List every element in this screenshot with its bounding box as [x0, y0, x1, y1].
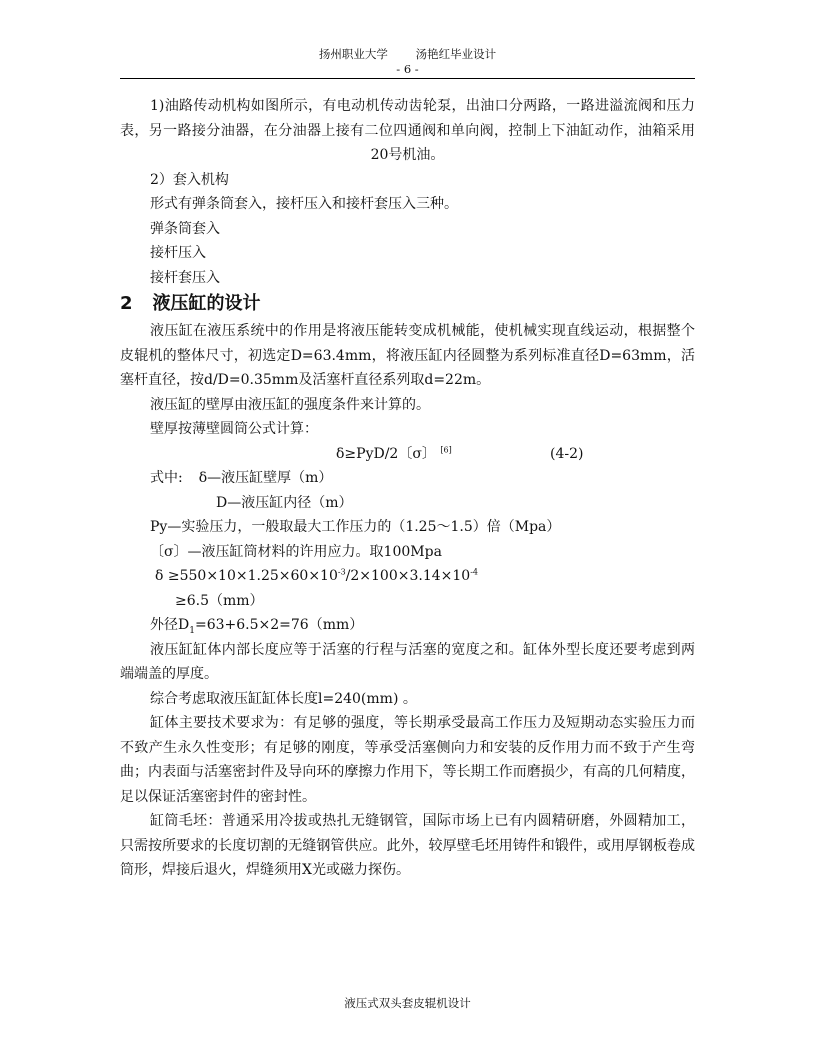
- paragraph-wall-thickness: 液压缸的壁厚由液压缸的强度条件来计算的。: [150, 396, 430, 413]
- outer-diameter: 外径$D_1=63+6.5\times 2=76(mm)$: [150, 617, 364, 636]
- list-item-spring-sleeve: 弹条筒套入: [150, 220, 220, 237]
- list-item-rod-press: 接杆压入: [150, 245, 206, 261]
- equation-expression: δ≥PyD/2〔σ〕 [6]: [336, 444, 452, 462]
- definition-lead: 式中:: [150, 470, 183, 486]
- section-number: 2: [120, 293, 133, 314]
- paragraph-cylinder-length: 液压缸缸体内部长度应等于活塞的行程与活塞的宽度之和。缸体外型长度还要考虑到两端端盖的厚度。: [120, 641, 695, 682]
- definition-sigma: 〔σ〕—液压缸筒材料的许用应力。取100Mpa: [150, 543, 442, 560]
- page-body: [120, 94, 695, 883]
- header-rule: [120, 78, 695, 79]
- definition-delta: 式中: δ—液压缸壁厚（m）: [150, 470, 333, 486]
- section-heading: [120, 291, 695, 317]
- definition-D: D—液压缸内径（m）: [216, 494, 353, 511]
- header-school: 扬州职业大学: [318, 47, 388, 61]
- paragraph-oil-circuit: 1)油路传动机构如图所示，有电动机传动齿轮泵，出油口分两路，一路进溢流阀和压力表，另一路接分油器，在分油器上接有二位四通阀和单向阀，控制上下油缸动作，油箱采用20号机油。: [120, 98, 695, 163]
- equation-number: (4-2): [550, 445, 584, 462]
- paragraph-thin-wall-formula: 壁厚按薄壁圆筒公式计算：: [150, 421, 318, 437]
- page-header: [120, 47, 695, 77]
- definition-Py: Py—实验压力，一般取最大工作压力的（1.25～1.5）倍（Mpa）: [150, 519, 561, 535]
- citation-ref: [6]: [440, 444, 452, 454]
- calculation-line-2: ≥6.5（mm）: [175, 592, 264, 609]
- paragraph-technical-requirements: 缸体主要技术要求为：有足够的强度，等长期承受最高工作压力及短期动态实验压力而不致产生永久性变形；有足够的刚度，等承受活塞侧向力和安装的反作用力而不致于产生弯曲；内表面与活塞密封件及导向环的摩擦力作用下，等长期工作而磨损少，有高的几何精度，足以保证活塞密封件的密封性。: [120, 715, 695, 805]
- equation-4-2: [120, 442, 695, 467]
- paragraph-insert-mechanism: 2）套入机构: [150, 171, 229, 188]
- paragraph-cylinder-blank: 缸筒毛坯：普通采用冷拔或热扎无缝钢管，国际市场上已有内圆精研磨，外圆精加工，只需按所要求的长度切割的无缝钢管供应。此外，较厚壁毛坯用铸件和锻件，或用厚钢板卷成筒形，焊接后退火，焊缝须用X光或磁力探伤。: [120, 813, 695, 878]
- section-title: 液压缸的设计: [152, 293, 261, 314]
- list-item-rod-sleeve-press: 接杆套压入: [150, 269, 220, 286]
- page-number: - 6 -: [396, 62, 419, 76]
- paragraph-insert-forms: 形式有弹条筒套入，接杆压入和接杆套压入三种。: [150, 196, 458, 212]
- calculation-line-1: $\delta \ge 550\times 10\times 1.25\times 60\times 10^{-3}/2\times 100\times 3.14\times 10^{-4}$: [155, 567, 478, 584]
- header-project: 汤艳红毕业设计: [415, 47, 497, 61]
- page-footer: 液压式双头套皮辊机设计: [344, 996, 471, 1010]
- paragraph-length-choice: 综合考虑取液压缸缸体长度l=240(mm) 。: [150, 690, 417, 707]
- paragraph-cylinder-role: 液压缸在液压系统中的作用是将液压能转变成机械能，使机械实现直线运动，根据整个皮辊机的整体尺寸，初选定D=63.4mm，将液压缸内径圆整为系列标准直径D=63mm，活塞杆直径，按d/D=0.35mm及活塞杆直径系列取d=22m。: [120, 323, 695, 388]
